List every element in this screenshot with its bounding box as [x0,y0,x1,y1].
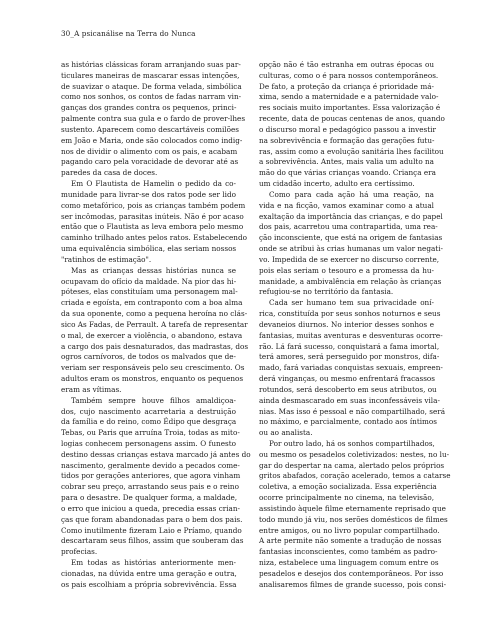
right-column-text-line: exaltação da importância das crianças, e do papel [259,211,443,221]
running-header [61,29,195,38]
right-column-text-line: culturas, como o é para nossos contemporâneos. [259,70,439,80]
right-column-text-line: vo. Impedida de se exercer no discurso corrente, [259,254,440,264]
right-column-text-line: res sociais muito importantes. Essa valorização é [259,103,441,113]
left-column-text-line: destino dessas crianças estava marcado já antes do [61,449,251,459]
left-column-text-line: Também sempre houve filhos amaldiçoa- [71,395,236,405]
right-column-text-line: A arte permite não somente a tradução de nossas [259,536,442,546]
right-column-text-line: terá amores, será perseguido por monstros, difa- [259,352,440,362]
right-column-text-line: devaneios diurnos. No interior desses sonhos e [259,319,434,329]
right-column-text-line: mão do que várias crianças voando. Criança era [259,168,436,178]
left-column-text-line: dos, cujo nascimento acarretaria a destruição [61,406,236,416]
right-column-text-line: ainda desmascarado em suas inconfessáveis vila- [259,395,440,405]
right-column-text-line: um cidadão incerto, adulto era certíssimo. [259,179,415,189]
left-column-text-line: sustento. Aparecem como descartáveis comilões [61,124,239,134]
right-column-text-line: rotundos, será descoberto em seus atributos, ou [259,384,437,394]
left-column-text-line: munidade para livrar-se dos ratos pode ser lido [61,189,236,199]
left-column-text-line: palmente contra sua gula e o fardo de prover-lhes [61,114,246,124]
left-text-column [61,60,251,591]
left-column-text-line: a cargo dos pais desnaturados, das madrastas, dos [61,341,249,351]
right-column-text-line: derá vinganças, ou mesmo enfrentará fracassos [259,374,436,384]
right-column-text-line: rica, constituída por seus sonhos noturnos e seus [259,309,441,319]
left-column-text-line: as histórias clássicas foram arranjando suas par- [61,60,241,69]
right-column-text-line: opção não é tão estranha em outras épocas ou [259,60,434,69]
left-column-text-line: da sua oponente, como a pequena heroína no clás- [61,309,248,319]
left-column-text-line: então que o Flautista as leva embora pelo mesmo [61,222,244,232]
left-column-text-line: nascimento, geralmente devido a pecados come- [61,460,240,470]
left-column-text-line: como nos sonhos, os contos de fadas narram vin- [61,92,242,102]
right-column-text-line: no máximo, e parcialmente, contado aos íntimos [259,417,438,427]
left-column-text-line: Como inutilmente fizeram Laio e Príamo, quando [61,525,242,535]
left-column-text-line: nos de dividir o alimento com os pais, e acabam [61,146,238,156]
right-column-text-line: pesadelos e desejos dos contemporâneos. Por isso [259,568,444,578]
right-column-text-line: rão. Lá fará sucesso, conquistará a fama imortal, [259,341,440,351]
right-column-text-line: gar do despertar na cama, alertado pelos próprios [259,460,445,470]
right-text-column [259,60,451,591]
left-column-text-line: veriam ser responsáveis pelo seu crescimento. Os [61,363,245,373]
left-column-text-line: para o desastre. De qualquer forma, a maldade, [61,493,238,503]
right-column-text-line: De fato, a proteção da criança é prioridade má- [259,81,434,91]
right-column-text-line: niza, estabelece uma linguagem comum entre os [259,558,439,568]
left-column-text-line: ticulares maneiras de mascarar essas intenções, [61,70,240,80]
left-column-text-line: o erro que iniciou a queda, precedia essas crian- [61,503,240,513]
right-column-text-line: refugiou-se no território da fantasia. [259,287,394,297]
right-column-text-line: ou ao analista. [259,428,313,438]
left-column-text-line: Mas as crianças dessas histórias nunca se [71,265,236,275]
right-column-text-line: entre amigos, ou no livro popular compartilhado. [259,525,440,535]
right-column-text-line: fantasias, muitas aventuras e desventuras ocorre- [259,330,443,340]
right-column-text-line: vida e na ficção, vamos examinar como a atual [259,200,434,210]
left-column-text-line: adultos eram os monstros, enquanto os pequenos [61,374,244,384]
right-column-text-line: nias. Mas isso é pessoal e não compartilhado, será [259,406,446,416]
left-column-text-line: cionadas, na dúvida entre uma geração e outra, [61,568,237,578]
left-column-text-line: Tebas, ou Paris que arruína Troia, todas as mito- [61,428,240,438]
left-column-text-line: pagando caro pela voracidade de devorar até as [61,157,239,167]
left-column-text-line: criada e egoísta, em contraponto com a boa alma [61,298,243,308]
left-column-text-line: da família e do reino, como Édipo que desgraça [61,417,237,427]
left-column-text-line: ganças dos grandes contra os pequenos, princi- [61,103,237,113]
left-column-text-line: Em todas as histórias anteriormente men- [71,558,236,568]
left-column-text-line: paredes da casa de doces. [61,168,158,178]
right-column-text-line: gritos abafados, coração acelerado, temos a catarse [259,471,451,481]
left-column-text-line: caminho trilhado antes pelos ratos. Estabelecendo [61,233,247,243]
left-column-text-line: "ratinhos de estimação". [61,254,152,264]
right-column-text-line: dos pais, acarretou uma contrapartida, uma rea- [259,222,438,232]
right-column-text-line: na sobrevivência e formação das gerações futu- [259,135,435,145]
running-title: A psicanálise na Terra do Nunca [74,29,196,38]
right-column-text-line: o discurso moral e pedagógico passou a investir [259,124,436,134]
left-column-text-line: os pais escolhiam a própria sobrevivência. Essa [61,579,237,589]
right-column-text-line: mado, fará variadas conquistas sexuais, empreen- [259,363,443,373]
left-column-text-line: descartaram seus filhos, assim que souberam das [61,536,244,546]
header-separator: _ [70,29,75,38]
left-column-text-line: ocupavam do ofício da maldade. Na pior das hi- [61,276,237,286]
right-column-text-line: todo mundo já viu, nos serões domésticos de filmes [259,514,448,524]
right-column-text-line: ocorre principalmente no cinema, na televisão, [259,493,434,503]
right-column-text-line: pois elas seriam o tesouro e a promessa da hu- [259,265,434,275]
left-column-text-line: cobrar seu preço, arrastando seus pais e o reino [61,482,239,492]
right-column-text-line: analisaremos filmes de grande sucesso, pois consi- [259,579,447,589]
left-column-text-line: o mal, de exercer a violência, o abandono, estava [61,330,243,340]
page-number: 30 [61,29,71,38]
right-column-text-line: Cada ser humano tem sua privacidade oní- [269,298,434,308]
right-column-text-line: Como para cada ação há uma reação, na [269,189,434,199]
left-column-text-line: de suavizar o ataque. De forma velada, simbólica [61,81,242,91]
left-column-text-line: em João e Maria, onde são colocados como indig- [61,135,243,145]
left-column-text-line: profecias. [61,547,98,557]
right-column-text-line: ção inconsciente, que está na origem de fantasias [259,233,443,243]
right-column-text-line: fantasias inconscientes, como também as padro- [259,547,438,557]
right-column-text-line: ou mesmo os pesadelos coletivizados: nestes, no lu- [259,449,450,459]
left-column-text-line: tidos por gerações anteriores, que agora vinham [61,471,241,481]
right-column-text-line: Por outro lado, há os sonhos compartilhados, [269,438,435,448]
left-column-text-line: logias conhecem personagens assim. O funesto [61,438,236,448]
right-column-text-line: recente, data de poucas centenas de anos, quando [259,114,445,124]
right-column-text-line: manidade, a ambivalência em relação às crianças [259,276,442,286]
left-column-text-line: ser incômodas, parasitas inúteis. Não é por acaso [61,211,244,221]
left-column-text-line: ças que foram abandonadas para o bem dos pais. [61,514,243,524]
left-column-text-line: eram as vítimas. [61,384,122,394]
left-column-text-line: sico As Fadas, de Perrault. A tarefa de representar [61,319,248,329]
left-column-text-line: póteses, elas constituíam uma personagem mal- [61,287,238,297]
left-column-text-line: Em O Flautista de Hamelin o pedido da co- [71,179,236,189]
right-column-text-line: ras, assim como a evolução sanitária lhes facilitou [259,146,444,156]
right-column-text-line: coletiva, a emoção socializada. Essa experiência [259,482,437,492]
right-column-text-line: onde se atribui às crias humanas um valor negati- [259,244,443,254]
right-column-text-line: a sobrevivência. Antes, mais valia um adulto na [259,157,434,167]
left-column-text-line: ogros carnívoros, de todos os malvados que de- [61,352,236,362]
left-column-text-line: uma equivalência simbólica, elas seriam nossos [61,244,237,254]
left-column-text-line: como metafórico, pois as crianças também podem [61,200,246,210]
right-column-text-line: xima, sendo a maternidade e a paternidade valo- [259,92,439,102]
right-column-text-line: assistindo àquele filme eternamente reprisado que [259,503,446,513]
